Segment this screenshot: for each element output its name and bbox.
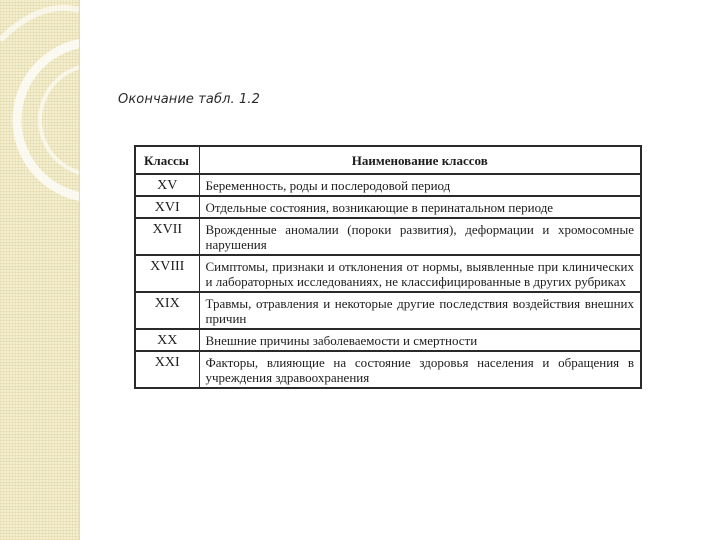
class-name: Факторы, влияющие на состояние здоровья населения и обращения в учреждения здравоохранения xyxy=(199,351,641,388)
header-classes: Классы xyxy=(135,146,199,174)
decorative-swirl-icon xyxy=(0,0,79,540)
table-row xyxy=(135,292,641,329)
table-row xyxy=(135,351,641,388)
class-number: XVIII xyxy=(135,255,199,292)
class-name: Внешние причины заболеваемости и смертности xyxy=(199,329,641,351)
header-class-names: Наименование классов xyxy=(199,146,641,174)
table-row xyxy=(135,174,641,196)
class-number: XVI xyxy=(135,196,199,218)
class-number: XIX xyxy=(135,292,199,329)
class-number: XXI xyxy=(135,351,199,388)
class-name: Симптомы, признаки и отклонения от нормы, выявленные при клинических и лабораторных исследованиях, не классифицированные в других рубриках xyxy=(199,255,641,292)
table-header-row xyxy=(135,146,641,174)
class-number: XVII xyxy=(135,218,199,255)
table-caption: Окончание табл. 1.2 xyxy=(118,92,260,107)
class-number: XV xyxy=(135,174,199,196)
class-name: Травмы, отравления и некоторые другие последствия воздействия внешних причин xyxy=(199,292,641,329)
class-name: Отдельные состояния, возникающие в перинатальном периоде xyxy=(199,196,641,218)
table-row xyxy=(135,218,641,255)
class-name: Врожденные аномалии (пороки развития), деформации и хромосомные нарушения xyxy=(199,218,641,255)
table-row xyxy=(135,196,641,218)
class-number: XX xyxy=(135,329,199,351)
decorative-side-strip xyxy=(0,0,80,540)
table-row xyxy=(135,329,641,351)
class-name: Беременность, роды и послеродовой период xyxy=(199,174,641,196)
icd-classes-table xyxy=(134,145,642,389)
table-row xyxy=(135,255,641,292)
